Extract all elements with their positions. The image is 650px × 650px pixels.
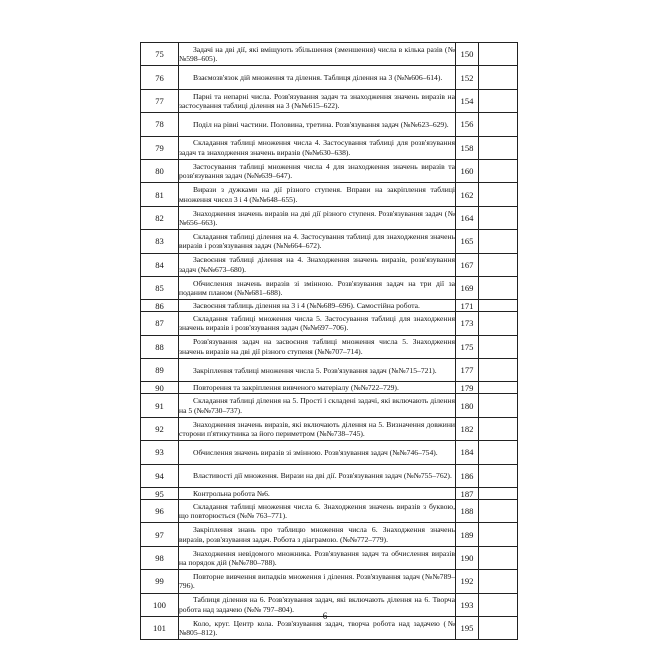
lesson-topic: Поділ на рівні частини. Половина, третина. Розв'язування задач (№№623–629).	[179, 113, 456, 136]
lesson-topic: Повторення та закріплення вивченого матеріалу (№№722–729).	[179, 382, 456, 394]
empty-cell	[479, 276, 518, 299]
page-reference: 177	[456, 359, 479, 382]
empty-cell	[479, 230, 518, 253]
lesson-number: 91	[141, 394, 179, 417]
table-row	[141, 394, 518, 417]
page-reference: 190	[456, 546, 479, 569]
lesson-topic: Задачі на дві дії, які вміщують збільшення (зменшення) числа в кілька разів (№№598–605).	[179, 43, 456, 66]
page-reference: 195	[456, 616, 479, 639]
empty-cell	[479, 253, 518, 276]
table-row	[141, 359, 518, 382]
table-row	[141, 206, 518, 229]
empty-cell	[479, 546, 518, 569]
lesson-number: 90	[141, 382, 179, 394]
page-reference: 180	[456, 394, 479, 417]
lesson-topic: Складання таблиці множення числа 4. Застосування таблиці для розв'язування задач та знаходження значень виразів (№№630–638).	[179, 136, 456, 159]
empty-cell	[479, 136, 518, 159]
empty-cell	[479, 43, 518, 66]
lesson-topic: Контрольна робота №6.	[179, 488, 456, 500]
lesson-number: 95	[141, 488, 179, 500]
lesson-topic: Розв'язування задач на засвоєння таблиці множення числа 5. Знаходження значень виразів на дві дії різного ступеня (№№707–714).	[179, 335, 456, 358]
empty-cell	[479, 394, 518, 417]
lesson-number: 96	[141, 500, 179, 523]
lesson-number: 80	[141, 159, 179, 182]
empty-cell	[479, 570, 518, 593]
table-row	[141, 253, 518, 276]
page-reference: 158	[456, 136, 479, 159]
empty-cell	[479, 359, 518, 382]
empty-cell	[479, 382, 518, 394]
lesson-topic: Закріплення таблиці множення числа 5. Розв'язування задач (№№715–721).	[179, 359, 456, 382]
table-row	[141, 500, 518, 523]
page-reference: 186	[456, 464, 479, 487]
lesson-number: 77	[141, 89, 179, 112]
lesson-plan-rows	[141, 43, 518, 640]
empty-cell	[479, 500, 518, 523]
table-row	[141, 312, 518, 335]
empty-cell	[479, 464, 518, 487]
table-row	[141, 546, 518, 569]
empty-cell	[479, 66, 518, 89]
empty-cell	[479, 183, 518, 206]
table-row	[141, 300, 518, 312]
lesson-topic: Парні та непарні числа. Розв'язування задач та знаходження значень виразів на застосування таблиці ділення на 3 (№№615–622).	[179, 89, 456, 112]
lesson-number: 78	[141, 113, 179, 136]
page-reference: 156	[456, 113, 479, 136]
table-row	[141, 488, 518, 500]
table-row	[141, 523, 518, 546]
empty-cell	[479, 159, 518, 182]
lesson-topic: Складання таблиці ділення на 4. Застосування таблиці для знаходження значень виразів і розв'язування задач (№№664–672).	[179, 230, 456, 253]
lesson-topic: Засвоєння таблиці ділення на 4. Знаходження значень виразів, розв'язування задач (№№673–680).	[179, 253, 456, 276]
lesson-topic: Таблиця ділення на 6. Розв'язування задач, які включають ділення на 6. Творча робота над задачею (№№ 797–804).	[179, 593, 456, 616]
lesson-plan-table	[140, 42, 518, 640]
lesson-number: 87	[141, 312, 179, 335]
lesson-number: 85	[141, 276, 179, 299]
table-row	[141, 417, 518, 440]
page-reference: 175	[456, 335, 479, 358]
empty-cell	[479, 113, 518, 136]
page-reference: 188	[456, 500, 479, 523]
empty-cell	[479, 89, 518, 112]
lesson-topic: Взаємозв'язок дій множення та ділення. Таблиця ділення на 3 (№№606–614).	[179, 66, 456, 89]
table-row	[141, 276, 518, 299]
lesson-topic: Складання таблиці ділення на 5. Прості і складені задачі, які включають ділення на 5 (№№730–737).	[179, 394, 456, 417]
empty-cell	[479, 206, 518, 229]
empty-cell	[479, 488, 518, 500]
empty-cell	[479, 523, 518, 546]
table-row	[141, 441, 518, 464]
empty-cell	[479, 335, 518, 358]
table-row	[141, 382, 518, 394]
lesson-number: 89	[141, 359, 179, 382]
lesson-number: 81	[141, 183, 179, 206]
lesson-topic: Складання таблиці множення числа 5. Застосування таблиці для знаходження значень виразів і розв'язування задач (№№697–706).	[179, 312, 456, 335]
lesson-topic: Закріплення знань про таблицю множення числа 6. Знаходження значень виразів, розв'язування задач. Робота з діаграмою. (№№772–779).	[179, 523, 456, 546]
lesson-topic: Повторне вивчення випадків множення і ділення. Розв'язування задач (№№789–796).	[179, 570, 456, 593]
table-row	[141, 159, 518, 182]
page-reference: 154	[456, 89, 479, 112]
table-row	[141, 66, 518, 89]
empty-cell	[479, 312, 518, 335]
page-reference: 150	[456, 43, 479, 66]
lesson-topic: Обчислення значень виразів зі змінною. Розв'язування задач (№№746–754).	[179, 441, 456, 464]
lesson-topic: Коло, круг. Центр кола. Розв'язування задач, творча робота над задачею (№№805–812).	[179, 616, 456, 639]
lesson-number: 101	[141, 616, 179, 639]
empty-cell	[479, 441, 518, 464]
lesson-topic: Властивості дії множення. Вирази на дві дії. Розв'язування задач (№№755–762).	[179, 464, 456, 487]
lesson-number: 82	[141, 206, 179, 229]
lesson-number: 97	[141, 523, 179, 546]
empty-cell	[479, 417, 518, 440]
lesson-number: 99	[141, 570, 179, 593]
table-row	[141, 89, 518, 112]
lesson-number: 76	[141, 66, 179, 89]
table-row	[141, 230, 518, 253]
empty-cell	[479, 300, 518, 312]
table-row	[141, 43, 518, 66]
page-reference: 162	[456, 183, 479, 206]
page-reference: 165	[456, 230, 479, 253]
lesson-number: 98	[141, 546, 179, 569]
lesson-topic: Знаходження значень виразів, які включають ділення на 5. Визначення довжини сторони п'ятикутника за його периметром (№№738–745).	[179, 417, 456, 440]
table-row	[141, 570, 518, 593]
page-reference: 192	[456, 570, 479, 593]
page-reference: 189	[456, 523, 479, 546]
page-number: 6	[322, 611, 328, 621]
page-reference: 184	[456, 441, 479, 464]
lesson-topic: Обчислення значень виразів зі змінною. Розв'язування задач на три дії за поданим планом (№№681–688).	[179, 276, 456, 299]
lesson-number: 84	[141, 253, 179, 276]
lesson-number: 83	[141, 230, 179, 253]
lesson-number: 79	[141, 136, 179, 159]
page-reference: 173	[456, 312, 479, 335]
lesson-topic: Засвоєння таблиць ділення на 3 і 4 (№№689–696). Самостійна робота.	[179, 300, 456, 312]
page-reference: 169	[456, 276, 479, 299]
table-row	[141, 136, 518, 159]
lesson-topic: Складання таблиці множення числа 6. Знаходження значень виразів з буквою, що повторюється (№№ 763–771).	[179, 500, 456, 523]
lesson-topic: Застосування таблиці множення числа 4 для знаходження значень виразів та розв'язування задач (№№639–647).	[179, 159, 456, 182]
page-reference: 193	[456, 593, 479, 616]
table-row	[141, 464, 518, 487]
lesson-topic: Вирази з дужками на дії різного ступеня. Вправи на закріплення таблиці множення чисел 3 і 4 (№№648–655).	[179, 183, 456, 206]
lesson-number: 93	[141, 441, 179, 464]
page-reference: 182	[456, 417, 479, 440]
lesson-number: 88	[141, 335, 179, 358]
page-reference: 171	[456, 300, 479, 312]
page-reference: 152	[456, 66, 479, 89]
lesson-topic: Знаходження невідомого множника. Розв'язування задач та обчислення виразів на порядок дій (№№780–788).	[179, 546, 456, 569]
lesson-number: 92	[141, 417, 179, 440]
lesson-number: 86	[141, 300, 179, 312]
lesson-number: 75	[141, 43, 179, 66]
lesson-number: 100	[141, 593, 179, 616]
lesson-topic: Знаходження значень виразів на дві дії різного ступеня. Розв'язування задач (№№656–663).	[179, 206, 456, 229]
page-reference: 179	[456, 382, 479, 394]
table-row	[141, 183, 518, 206]
lesson-number: 94	[141, 464, 179, 487]
page-reference: 167	[456, 253, 479, 276]
table-row	[141, 113, 518, 136]
page-reference: 187	[456, 488, 479, 500]
page-reference: 164	[456, 206, 479, 229]
page-reference: 160	[456, 159, 479, 182]
table-row	[141, 335, 518, 358]
